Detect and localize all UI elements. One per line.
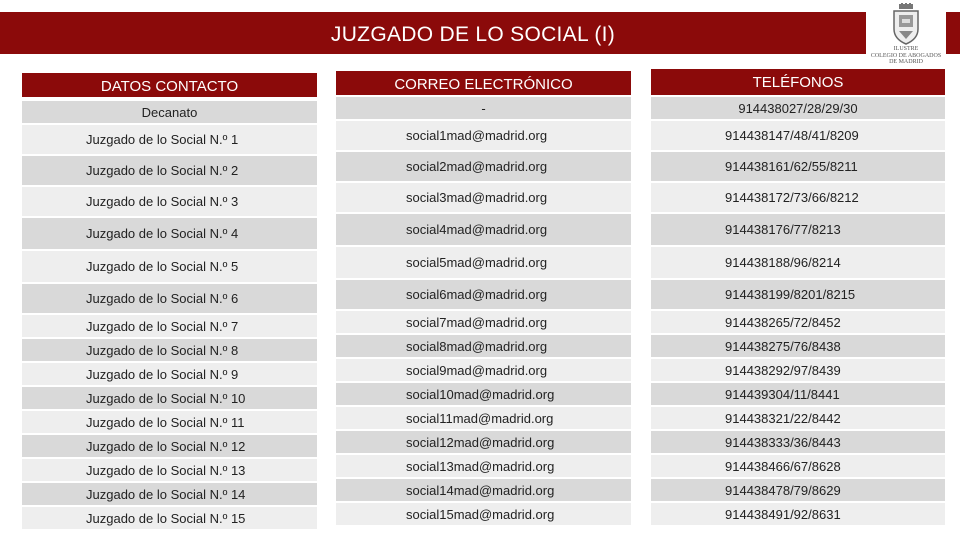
contact-cell: Juzgado de lo Social N.º 9 xyxy=(22,363,317,385)
phone-cell: 914438147/48/41/8209 xyxy=(651,121,945,150)
email-cell: social1mad@madrid.org xyxy=(336,121,631,150)
contact-cell: Juzgado de lo Social N.º 3 xyxy=(22,187,317,216)
contact-cell: Juzgado de lo Social N.º 15 xyxy=(22,507,317,529)
phone-cell: 914438275/76/8438 xyxy=(651,335,945,357)
phone-cell: 914438466/67/8628 xyxy=(651,455,945,477)
email-cell: social11mad@madrid.org xyxy=(336,407,631,429)
phone-cell: 914438265/72/8452 xyxy=(651,311,945,333)
contact-cell: Juzgado de lo Social N.º 11 xyxy=(22,411,317,433)
contact-column-header: DATOS CONTACTO xyxy=(22,73,317,97)
phone-cell: 914438161/62/55/8211 xyxy=(651,152,945,181)
contact-cell: Juzgado de lo Social N.º 7 xyxy=(22,315,317,337)
phone-cell: 914438491/92/8631 xyxy=(651,503,945,525)
phone-cell: 914438292/97/8439 xyxy=(651,359,945,381)
email-cell: social12mad@madrid.org xyxy=(336,431,631,453)
contact-cell: Juzgado de lo Social N.º 6 xyxy=(22,284,317,313)
email-cell: social6mad@madrid.org xyxy=(336,280,631,309)
email-cell: social7mad@madrid.org xyxy=(336,311,631,333)
email-cell: social3mad@madrid.org xyxy=(336,183,631,212)
contact-cell: Juzgado de lo Social N.º 1 xyxy=(22,125,317,154)
email-cell: social2mad@madrid.org xyxy=(336,152,631,181)
email-cell: social4mad@madrid.org xyxy=(336,214,631,245)
contact-cell: Juzgado de lo Social N.º 14 xyxy=(22,483,317,505)
phone-cell: 914438176/77/8213 xyxy=(651,214,945,245)
phone-cell: 914438188/96/8214 xyxy=(651,247,945,278)
email-cell: social5mad@madrid.org xyxy=(336,247,631,278)
contact-cell: Juzgado de lo Social N.º 13 xyxy=(22,459,317,481)
contact-cell: Juzgado de lo Social N.º 12 xyxy=(22,435,317,457)
email-column-header: CORREO ELECTRÓNICO xyxy=(336,71,631,95)
phone-cell: 914438478/79/8629 xyxy=(651,479,945,501)
crest-icon xyxy=(890,3,922,45)
phone-cell: 914438333/36/8443 xyxy=(651,431,945,453)
email-column xyxy=(336,71,631,525)
phone-column xyxy=(651,69,945,525)
contact-cell: Decanato xyxy=(22,101,317,123)
contact-cell: Juzgado de lo Social N.º 8 xyxy=(22,339,317,361)
contact-cell: Juzgado de lo Social N.º 5 xyxy=(22,251,317,282)
phone-column-header: TELÉFONOS xyxy=(651,69,945,95)
logo-line: ILUSTRE xyxy=(893,46,919,52)
email-cell: social8mad@madrid.org xyxy=(336,335,631,357)
phone-cell: 914438321/22/8442 xyxy=(651,407,945,429)
email-cell: social15mad@madrid.org xyxy=(336,503,631,525)
email-cell: social13mad@madrid.org xyxy=(336,455,631,477)
logo-caption xyxy=(866,46,946,66)
contact-cell: Juzgado de lo Social N.º 2 xyxy=(22,156,317,185)
logo-line: COLEGIO DE ABOGADOS xyxy=(870,52,942,59)
contact-cell: Juzgado de lo Social N.º 10 xyxy=(22,387,317,409)
bar-association-logo xyxy=(866,0,946,66)
phone-cell: 914438172/73/66/8212 xyxy=(651,183,945,212)
contact-cell: Juzgado de lo Social N.º 4 xyxy=(22,218,317,249)
email-cell: - xyxy=(336,97,631,119)
contact-column xyxy=(22,73,317,529)
email-cell: social14mad@madrid.org xyxy=(336,479,631,501)
email-cell: social10mad@madrid.org xyxy=(336,383,631,405)
email-cell: social9mad@madrid.org xyxy=(336,359,631,381)
phone-cell: 914438199/8201/8215 xyxy=(651,280,945,309)
phone-cell: 914438027/28/29/30 xyxy=(651,97,945,119)
page-title: JUZGADO DE LO SOCIAL (I) xyxy=(330,23,616,46)
phone-cell: 914439304/11/8441 xyxy=(651,383,945,405)
logo-line: DE MADRID xyxy=(889,59,923,65)
